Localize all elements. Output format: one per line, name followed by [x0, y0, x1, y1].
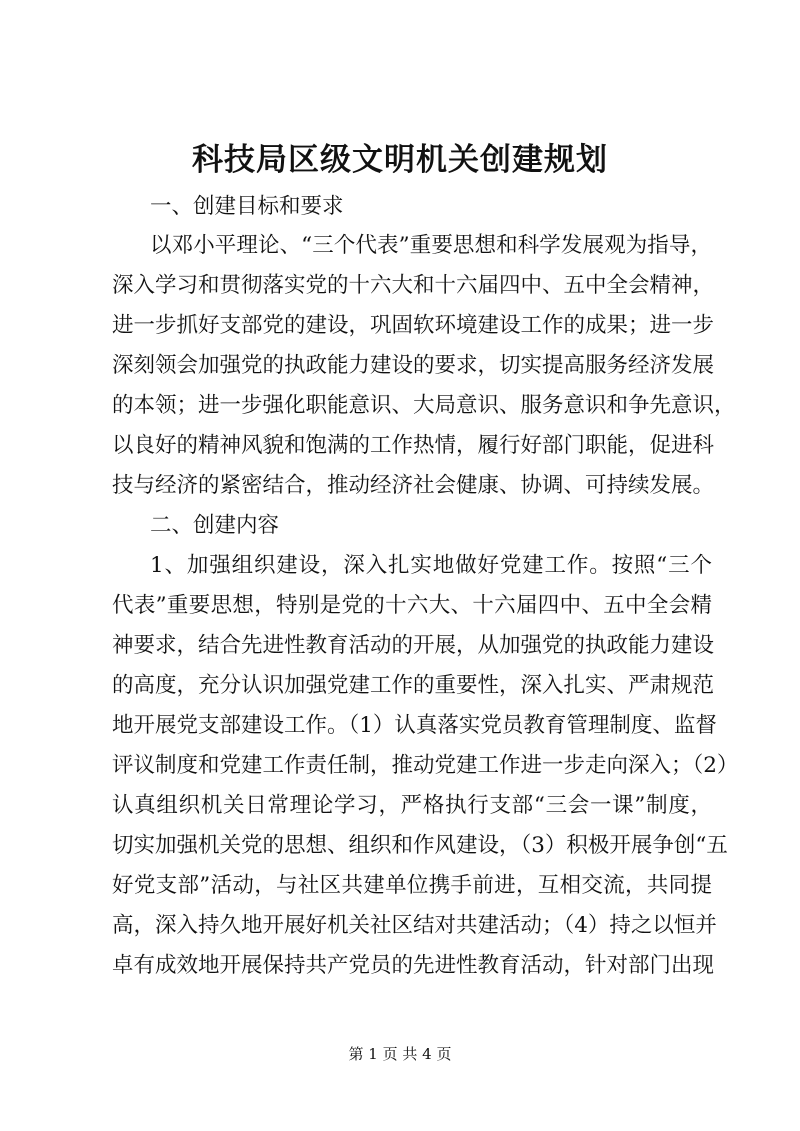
- body-line: 好党支部”活动，与社区共建单位携手前进，互相交流，共同提: [112, 873, 712, 898]
- body-line: 评议制度和党建工作责任制，推动党建工作进一步走向深入；（2）: [112, 753, 739, 778]
- body-line: 神要求，结合先进性教育活动的开展，从加强党的执政能力建设: [112, 633, 715, 658]
- body-line: 的高度，充分认识加强党建工作的重要性，深入扎实、严肃规范: [112, 673, 715, 698]
- body-line: 卓有成效地开展保持共产党员的先进性教育活动，针对部门出现: [112, 953, 715, 978]
- body-line: 进一步抓好支部党的建设，巩固软环境建设工作的成果；进一步: [112, 313, 715, 338]
- body-line: 高，深入持久地开展好机关社区结对共建活动；（4）持之以恒并: [112, 913, 717, 938]
- body-line: 技与经济的紧密结合，推动经济社会健康、协调、可持续发展。: [112, 473, 715, 498]
- body-line: 代表”重要思想，特别是党的十六大、十六届四中、五中全会精: [112, 593, 712, 618]
- document-title: 科技局区级文明机关创建规划: [192, 142, 608, 178]
- body-line: 深刻领会加强党的执政能力建设的要求，切实提高服务经济发展: [112, 353, 715, 378]
- body-line: 认真组织机关日常理论学习，严格执行支部“三会一课”制度，: [112, 793, 712, 818]
- body-line: 1、加强组织建设，深入扎实地做好党建工作。按照“三个: [150, 553, 712, 578]
- section-heading-2: 二、创建内容: [150, 513, 280, 538]
- page-number-footer: 第 1 页 共 4 页: [348, 1045, 452, 1063]
- section-heading-1: 一、创建目标和要求: [150, 194, 344, 219]
- body-line: 的本领；进一步强化职能意识、大局意识、服务意识和争先意识，: [112, 393, 736, 418]
- body-line: 以邓小平理论、“三个代表”重要思想和科学发展观为指导，: [150, 233, 712, 258]
- body-line: 地开展党支部建设工作。（1）认真落实党员教育管理制度、监督: [112, 713, 717, 738]
- body-line: 深入学习和贯彻落实党的十六大和十六届四中、五中全会精神，: [112, 273, 715, 298]
- body-line: 切实加强机关党的思想、组织和作风建设，（3）积极开展争创“五: [112, 833, 728, 858]
- body-line: 以良好的精神风貌和饱满的工作热情，履行好部门职能，促进科: [112, 433, 715, 458]
